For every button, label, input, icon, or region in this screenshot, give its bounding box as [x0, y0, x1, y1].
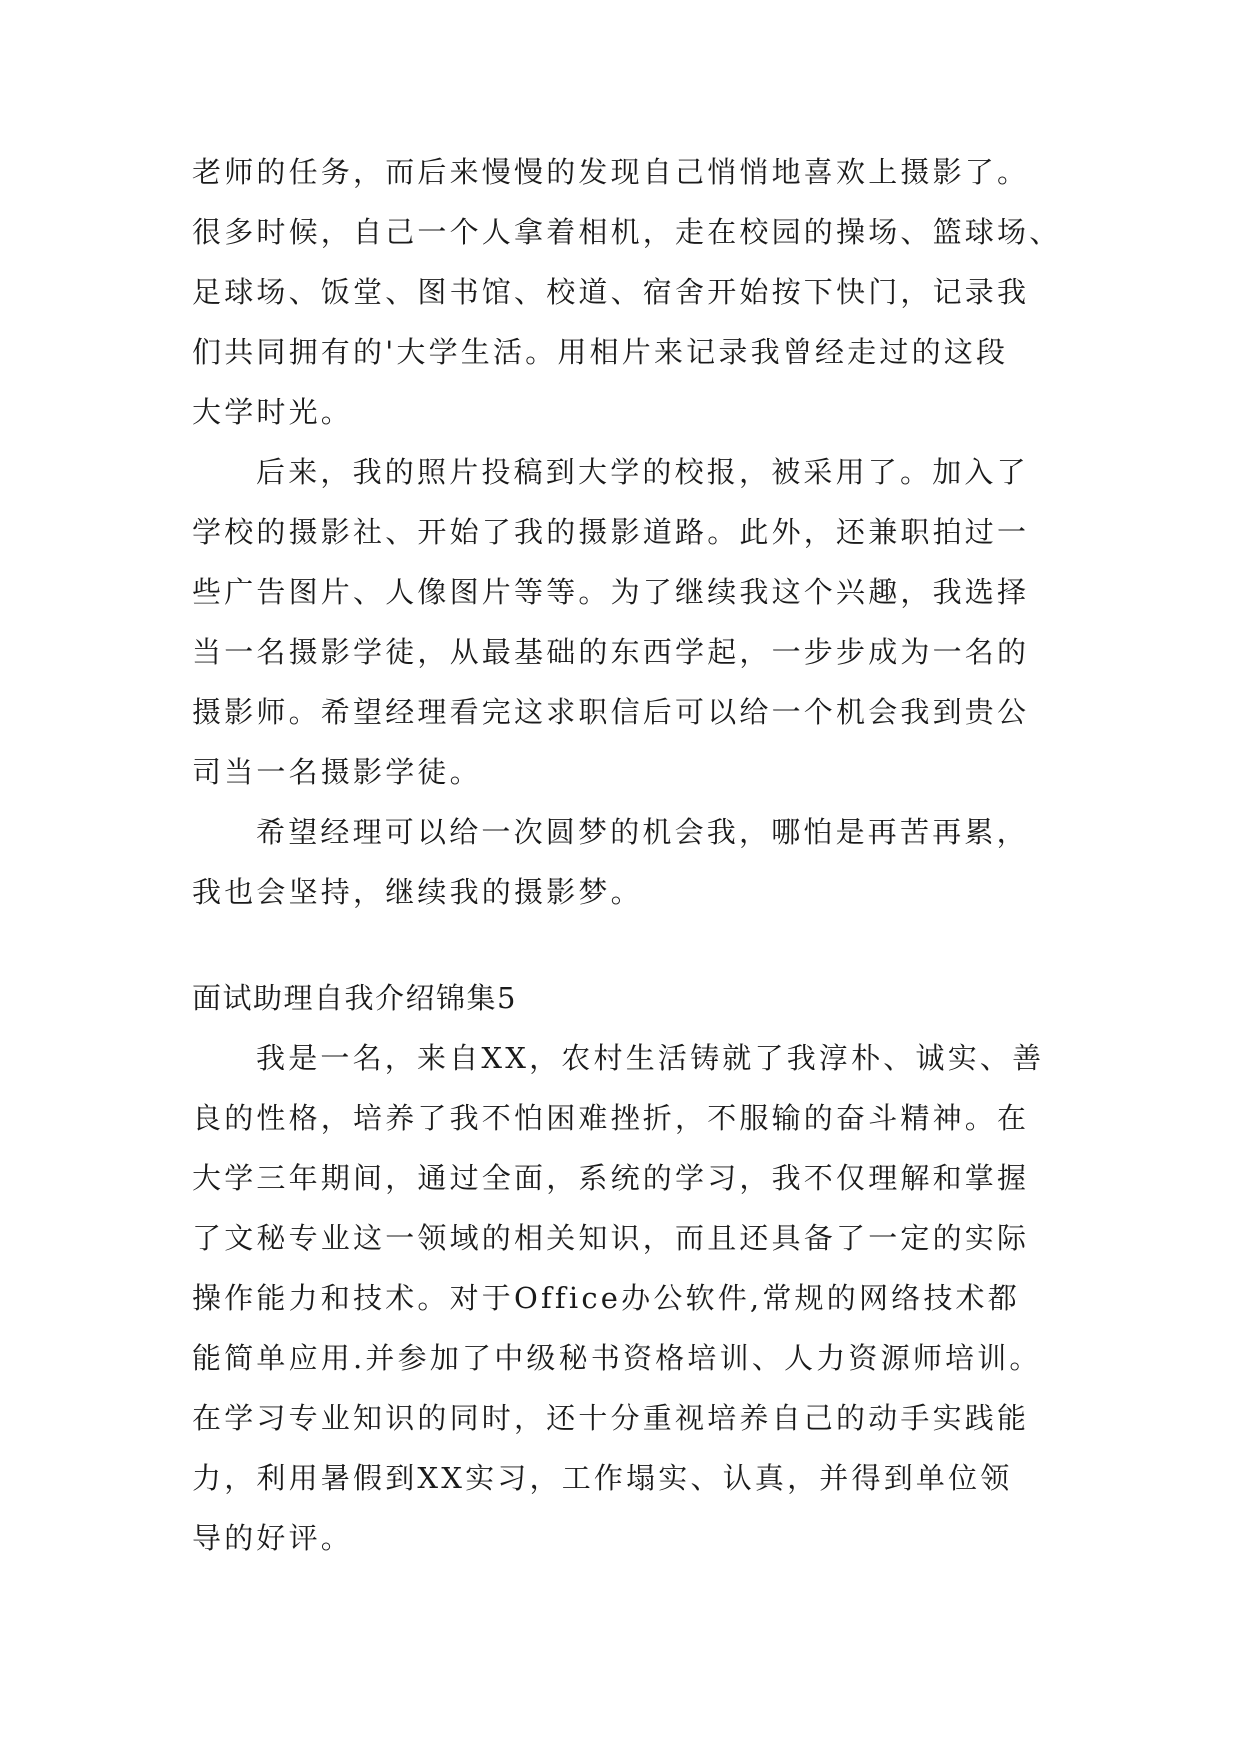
paragraph-first-line: 希望经理可以给一次圆梦的机会我，哪怕是再苦再累， [256, 815, 1029, 849]
text-line: 我也会坚持，继续我的摄影梦。 [192, 875, 643, 909]
paragraph-first-line: 我是一名，来自XX，农村生活铸就了我淳朴、诚实、善 [256, 1041, 1045, 1075]
text-line: 大学时光。 [192, 395, 354, 429]
text-line: 老师的任务，而后来慢慢的发现自己悄悄地喜欢上摄影了。 [192, 155, 1030, 189]
text-line: 们共同拥有的'大学生活。用相片来记录我曾经走过的这段 [192, 335, 1009, 369]
text-line: 学校的摄影社、开始了我的摄影道路。此外，还兼职拍过一 [192, 515, 1030, 549]
text-line: 了文秘专业这一领域的相关知识，而且还具备了一定的实际 [192, 1221, 1030, 1255]
text-line: 操作能力和技术。对于Office办公软件,常规的网络技术都 [192, 1281, 1020, 1315]
section-heading: 面试助理自我介绍锦集5 [192, 981, 517, 1015]
text-line: 些广告图片、人像图片等等。为了继续我这个兴趣，我选择 [192, 575, 1030, 609]
paragraph-first-line: 后来，我的照片投稿到大学的校报，被采用了。加入了 [256, 455, 1029, 489]
text-line: 当一名摄影学徒，从最基础的东西学起，一步步成为一名的 [192, 635, 1030, 669]
text-line: 足球场、饭堂、图书馆、校道、宿舍开始按下快门，记录我 [192, 275, 1030, 309]
text-line: 很多时候，自己一个人拿着相机，走在校园的操场、篮球场、 [192, 215, 1062, 249]
text-line: 力，利用暑假到XX实习，工作塌实、认真，并得到单位领 [192, 1461, 1013, 1495]
text-line: 良的性格，培养了我不怕困难挫折，不服输的奋斗精神。在 [192, 1101, 1030, 1135]
text-line: 在学习专业知识的同时，还十分重视培养自己的动手实践能 [192, 1401, 1030, 1435]
text-line: 司当一名摄影学徒。 [192, 755, 482, 789]
text-line: 能简单应用.并参加了中级秘书资格培训、人力资源师培训。 [192, 1341, 1042, 1375]
text-line: 导的好评。 [192, 1521, 354, 1555]
text-line: 大学三年期间，通过全面，系统的学习，我不仅理解和掌握 [192, 1161, 1030, 1195]
text-line: 摄影师。希望经理看完这求职信后可以给一个机会我到贵公 [192, 695, 1030, 729]
